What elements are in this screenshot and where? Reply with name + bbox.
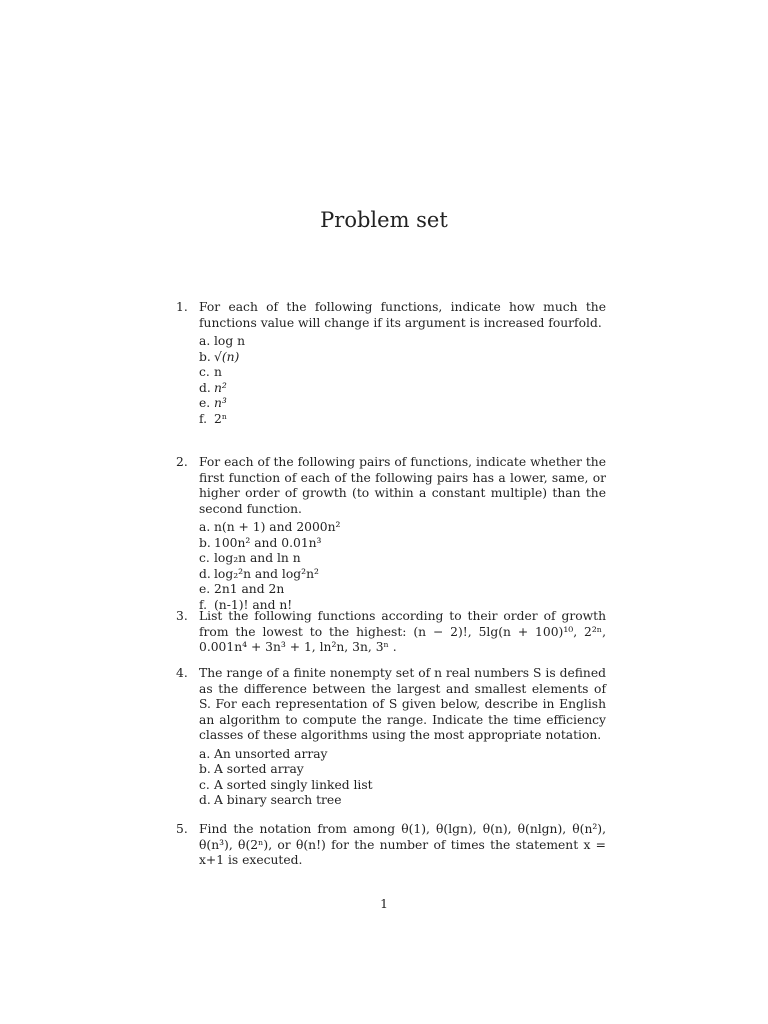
list-item [199, 365, 606, 381]
item-label: d. [199, 793, 211, 807]
problem-items [199, 747, 606, 809]
list-item [199, 381, 606, 397]
list-item [199, 350, 606, 366]
item-text: n [214, 365, 222, 379]
problem-number: 1. [176, 300, 188, 314]
problem-statement: For each of the following functions, indicate how much the functions value will change if its argument is increased fourfold. [199, 300, 606, 330]
item-label: c. [199, 777, 210, 792]
problem-statement: The range of a finite nonempty set of n real numbers S is defined as the difference between the largest and smallest elements of S. For each representation of S given below, describe in English an algorithm to compute the range. Indicate the time efficiency classes of these algorithms using the most appropriate notation. [199, 666, 606, 742]
item-text: 100n² and 0.01n³ [214, 535, 322, 550]
item-label: b. [199, 349, 211, 364]
problem-statement: For each of the following pairs of functions, indicate whether the first function of each of the following pairs has a lower, same, or higher order of growth (to within a constant multiple) than the second function. [199, 455, 606, 516]
item-label: a. [199, 746, 211, 761]
item-label: d. [199, 566, 211, 581]
problem-1 [176, 300, 606, 427]
item-label: a. [199, 520, 211, 534]
list-item [199, 396, 606, 412]
problem-number: 5. [176, 822, 188, 836]
problem-5 [176, 822, 606, 869]
list-item [199, 334, 606, 350]
problem-number: 4. [176, 666, 188, 680]
item-label: e. [199, 396, 211, 410]
item-label: b. [199, 762, 211, 776]
item-text: √(n) [214, 349, 240, 364]
item-text: 2n1 and 2n [214, 582, 285, 596]
list-item [199, 762, 606, 778]
page-number: 1 [380, 897, 388, 911]
problem-number: 2. [176, 455, 188, 469]
list-item [199, 747, 606, 763]
item-label: b. [199, 535, 211, 550]
item-label: f. [199, 597, 208, 612]
item-label: a. [199, 334, 211, 348]
item-text: n(n + 1) and 2000n² [214, 520, 341, 534]
item-text: A binary search tree [214, 793, 342, 807]
list-item [199, 520, 606, 536]
item-label: d. [199, 380, 211, 395]
list-item [199, 582, 606, 598]
list-item [199, 778, 606, 794]
problem-items [199, 520, 606, 613]
item-text: n³ [214, 396, 227, 410]
item-label: e. [199, 582, 211, 596]
problem-items [199, 334, 606, 427]
problem-3 [176, 609, 606, 656]
problem-number: 3. [176, 609, 188, 623]
item-label: c. [199, 365, 210, 379]
item-text: (n-1)! and n! [214, 597, 293, 612]
item-text: n² [214, 380, 227, 395]
page-title: Problem set [320, 208, 448, 232]
problem-2 [176, 455, 606, 613]
list-item [199, 412, 606, 428]
item-text: A sorted array [214, 762, 304, 776]
item-text: 2ⁿ [214, 411, 228, 426]
problem-4 [176, 666, 606, 809]
item-label: f. [199, 411, 208, 426]
list-item [199, 551, 606, 567]
list-item [199, 536, 606, 552]
item-text: log n [214, 334, 246, 348]
item-text: log₂n and ln n [214, 551, 301, 565]
item-text: log₂²n and log²n² [214, 566, 319, 581]
problem-statement: Find the notation from among θ(1), θ(lgn), θ(n), θ(nlgn), θ(n²), θ(n³), θ(2ⁿ), or θ(n!) for the number of times the statement x = x+1 is executed. [199, 822, 606, 867]
problem-statement: List the following functions according to their order of growth from the lowest to the highest: (n − 2)!, 5lg(n + 100)¹⁰, 2²ⁿ, 0.001n⁴ + 3n³ + 1, ln²n, 3n, 3ⁿ . [199, 609, 606, 654]
item-label: c. [199, 551, 210, 565]
list-item [199, 567, 606, 583]
item-text: A sorted singly linked list [214, 777, 373, 792]
item-text: An unsorted array [214, 746, 328, 761]
list-item [199, 793, 606, 809]
